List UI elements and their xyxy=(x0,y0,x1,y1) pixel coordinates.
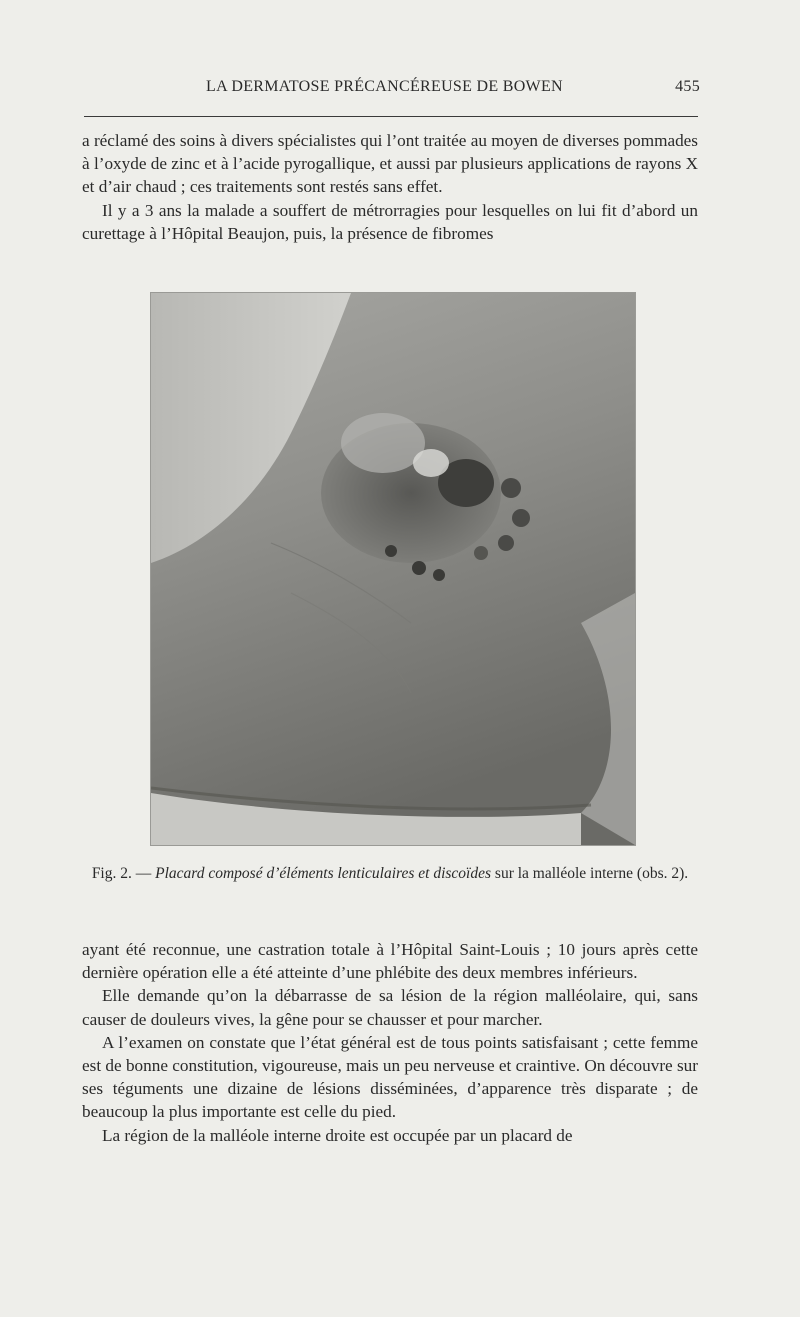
figure-label: Fig. 2. — xyxy=(91,865,152,882)
figure-photograph xyxy=(150,292,636,846)
text-block-top xyxy=(82,129,698,245)
running-title: LA DERMATOSE PRÉCANCÉREUSE DE BOWEN xyxy=(206,78,563,95)
paragraph: Il y a 3 ans la malade a souffert de métrorragies pour lesquelles on lui fit d’abord un curettage à l’Hôpital Beaujon, puis, la présence de fibromes xyxy=(82,200,698,243)
text-block-bottom xyxy=(82,938,698,1147)
page-number: 455 xyxy=(675,78,700,95)
ankle-lesion-photo xyxy=(151,293,635,845)
figure-caption-italic: Placard composé d’éléments lenticulaires et discoïdes xyxy=(155,865,492,882)
running-header xyxy=(80,78,700,102)
paragraph: a réclamé des soins à divers spécialistes qui l’ont traitée au moyen de diverses pommades à l’oxyde de zinc et à l’acide pyrogallique, et aussi par plusieurs applications de rayons X et d’air chaud ; ces traitements sont restés sans effet. xyxy=(82,131,698,197)
paragraph: ayant été reconnue, une castration totale à l’Hôpital Saint-Louis ; 10 jours après cette dernière opération elle a été atteinte d’une phlébite des deux membres inférieurs. xyxy=(82,940,698,983)
header-rule xyxy=(84,116,698,117)
paragraph: Elle demande qu’on la débarrasse de sa lésion de la région malléolaire, qui, sans causer de douleurs vives, la gêne pour se chausser et pour marcher. xyxy=(82,986,698,1029)
figure-caption xyxy=(82,864,698,884)
paragraph: La région de la malléole interne droite est occupée par un placard de xyxy=(102,1125,573,1145)
paragraph: A l’examen on constate que l’état général est de tous points satisfaisant ; cette femme est de bonne constitution, vigoureuse, mais un peu nerveuse et craintive. On découvre sur ses téguments une dizaine de lésions disséminées, d’apparence très disparate ; de beaucoup la plus importante est celle du pied. xyxy=(82,1032,698,1122)
figure-caption-rest: sur la malléole interne (obs. 2). xyxy=(494,865,689,882)
